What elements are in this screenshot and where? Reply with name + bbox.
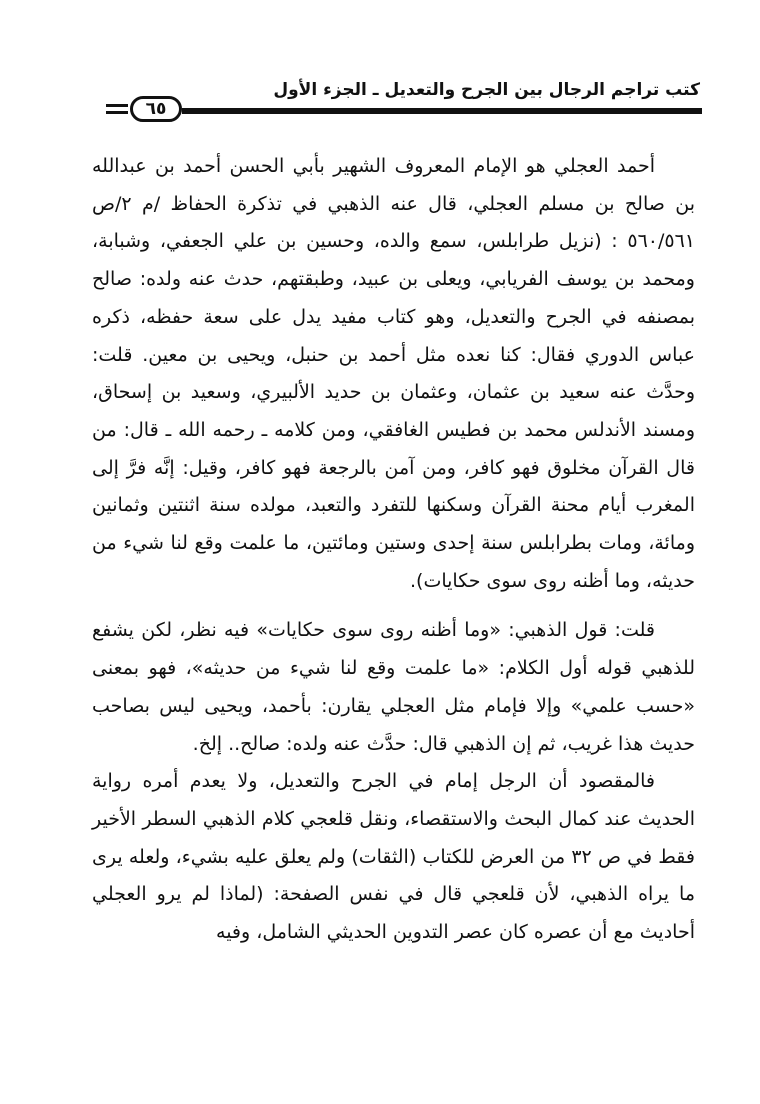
page-number-ornament [106, 96, 182, 124]
header-rule [182, 108, 702, 114]
page-number-bar [106, 104, 128, 114]
page-number: ٦٥ [130, 96, 182, 122]
paragraph-2: قلت: قول الذهبي: «وما أظنه روى سوى حكايات» فيه نظر، لكن يشفع للذهبي قوله أول الكلام: «ما علمت وقع لنا شيء من حديثه»، فهو بمعنى «حسب علمي» وإلا فإمام مثل العجلي يقارن: بأحمد، ويحيى ليس بصاحب حديث هذا غريب، ثم إن الذهبي قال: حدَّث عنه ولده: صالح.. إلخ. [92, 619, 695, 755]
body-text [92, 148, 695, 952]
paragraph-1: أحمد العجلي هو الإمام المعروف الشهير بأبي الحسن أحمد بن عبدالله بن صالح بن مسلم العجلي، قال عنه الذهبي في تذكرة الحفاظ /م ٢/ص ٥٦٠/٥٦١ : (نزيل طرابلس، سمع والده، وحسين بن علي الجعفي، وشبابة، ومحمد بن يوسف الفريابي، ويعلى بن عبيد، وطبقتهم، حدث عنه ولده: صالح بمصنفه في الجرح والتعديل، وهو كتاب مفيد يدل على سعة حفظه، ذكره عباس الدوري فقال: كنا نعده مثل أحمد بن حنبل، ويحيى بن معين. قلت: وحدَّث عنه سعيد بن عثمان، وعثمان بن حديد الألبيري، وسعيد بن إسحاق، ومسند الأندلس محمد بن فطيس الغافقي، ومن كلامه ـ رحمه الله ـ قال: من قال القرآن مخلوق فهو كافر، ومن آمن بالرجعة فهو كافر، وقيل: إنَّه فرَّ إلى المغرب أيام محنة القرآن وسكنها للتفرد والتعبد، مولده سنة اثنتين وثمانين ومائة، ومات بطرابلس سنة إحدى وستين ومائتين، ما علمت وقع لنا شيء من حديثه، وما أظنه روى سوى حكايات). [92, 155, 695, 592]
running-header-title: كتب تراجم الرجال بين الجرح والتعديل ـ الجزء الأول [273, 80, 700, 100]
paragraph-3: فالمقصود أن الرجل إمام في الجرح والتعديل، ولا يعدم أمره رواية الحديث عند كمال البحث والاستقصاء، ونقل قلعجي كلام الذهبي السطر الأخير فقط في ص ٣٢ من العرض للكتاب (الثقات) ولم يعلق عليه بشيء، ولعله يرى ما يراه الذهبي، لأن قلعجي قال في نفس الصفحة: (لماذا لم يرو العجلي أحاديث مع أن عصره كان عصر التدوين الحديثي الشامل، وفيه [92, 770, 695, 944]
